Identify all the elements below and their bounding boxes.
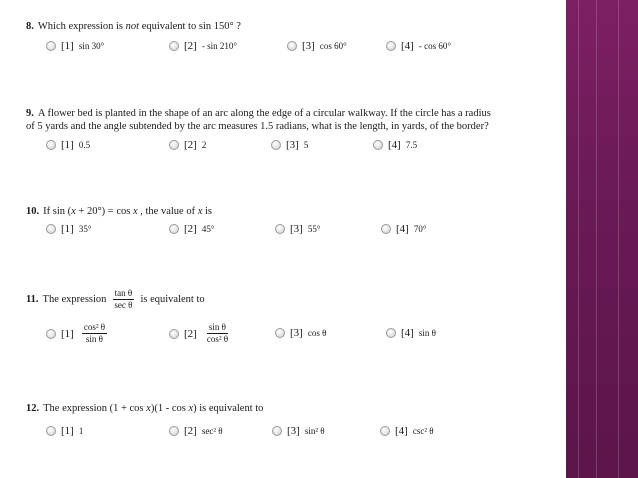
radio-button[interactable] (386, 41, 396, 51)
radio-button[interactable] (272, 426, 282, 436)
question-10: 10. If sin (x + 20°) = cos x , the value of x is (26, 206, 213, 217)
radio-button[interactable] (373, 140, 383, 150)
q12-option-1[interactable]: [1] 1 (46, 425, 83, 437)
fraction: $\frac{\text{tan θ}}{\text{sec θ}}$ (114, 288, 133, 310)
question-number: 12. (26, 403, 40, 414)
sidebar-stripe (578, 0, 579, 478)
q8-option-3[interactable]: [3] cos 60° (287, 40, 347, 52)
radio-button[interactable] (381, 224, 391, 234)
q8-option-1[interactable]: [1] sin 30° (46, 40, 104, 52)
question-number: 8. (26, 21, 34, 32)
question-text: of 5 yards and the angle subtended by the arc measures 1.5 radians, what is the length, in yards, of the border? (26, 121, 489, 132)
q12-option-3[interactable]: [3] sin² θ (272, 425, 325, 437)
radio-button[interactable] (46, 41, 56, 51)
q10-option-3[interactable]: [3] 55° (275, 223, 320, 235)
fraction: $\frac{\text{cos² θ}}{\text{sin θ}}$ (83, 322, 106, 344)
question-emphasis: not (125, 21, 140, 32)
q12-option-2[interactable]: [2] sec² θ (169, 425, 223, 437)
q8-option-4[interactable]: [4] - cos 60° (386, 40, 451, 52)
radio-button[interactable] (275, 224, 285, 234)
question-11: 11. The expression $\frac{\text{tan θ}}{\text{sec θ}}$ is equivalent to (26, 288, 205, 310)
q11-option-3[interactable]: [3] cos θ (275, 327, 326, 339)
question-number: 10. (26, 206, 40, 217)
question-8 (26, 21, 241, 32)
decorative-sidebar (566, 0, 638, 478)
question-number: 11. (26, 294, 39, 305)
fraction: $\frac{\text{sin θ}}{\text{cos² θ}}$ (206, 322, 229, 344)
radio-button[interactable] (46, 224, 56, 234)
q9-option-1[interactable]: [1] 0.5 (46, 139, 90, 151)
q10-option-4[interactable]: [4] 70° (381, 223, 426, 235)
q9-option-4[interactable]: [4] 7.5 (373, 139, 417, 151)
q11-option-2[interactable]: [2] $\frac{\text{sin θ}}{\text{cos² θ}}$ (169, 322, 233, 345)
sidebar-stripe (618, 0, 619, 478)
radio-button[interactable] (169, 224, 179, 234)
radio-button[interactable] (46, 329, 56, 339)
radio-button[interactable] (275, 328, 285, 338)
radio-button[interactable] (380, 426, 390, 436)
question-9-line-2 (26, 121, 489, 132)
radio-button[interactable] (386, 328, 396, 338)
radio-button[interactable] (46, 140, 56, 150)
radio-button[interactable] (169, 41, 179, 51)
question-text: Which expression is (37, 21, 126, 32)
sidebar-stripe (596, 0, 597, 478)
radio-button[interactable] (169, 140, 179, 150)
q12-option-4[interactable]: [4] csc² θ (380, 425, 434, 437)
question-text: A flower bed is planted in the shape of an arc along the edge of a circular walkway. If the circle has a radius (37, 108, 491, 119)
q9-option-2[interactable]: [2] 2 (169, 139, 206, 151)
question-text: equivalent to sin 150° ? (139, 21, 241, 32)
q11-option-4[interactable]: [4] sin θ (386, 327, 436, 339)
radio-button[interactable] (46, 426, 56, 436)
q11-option-1[interactable]: [1] $\frac{\text{cos² θ}}{\text{sin θ}}$ (46, 322, 110, 345)
radio-button[interactable] (271, 140, 281, 150)
question-number: 9. (26, 108, 34, 119)
q10-option-1[interactable]: [1] 35° (46, 223, 91, 235)
radio-button[interactable] (287, 41, 297, 51)
radio-button[interactable] (169, 329, 179, 339)
q8-option-2[interactable]: [2] - sin 210° (169, 40, 237, 52)
question-9 (26, 108, 491, 119)
question-12: 12. The expression (1 + cos x)(1 - cos x) is equivalent to (26, 403, 264, 414)
q9-option-3[interactable]: [3] 5 (271, 139, 308, 151)
q10-option-2[interactable]: [2] 45° (169, 223, 214, 235)
radio-button[interactable] (169, 426, 179, 436)
